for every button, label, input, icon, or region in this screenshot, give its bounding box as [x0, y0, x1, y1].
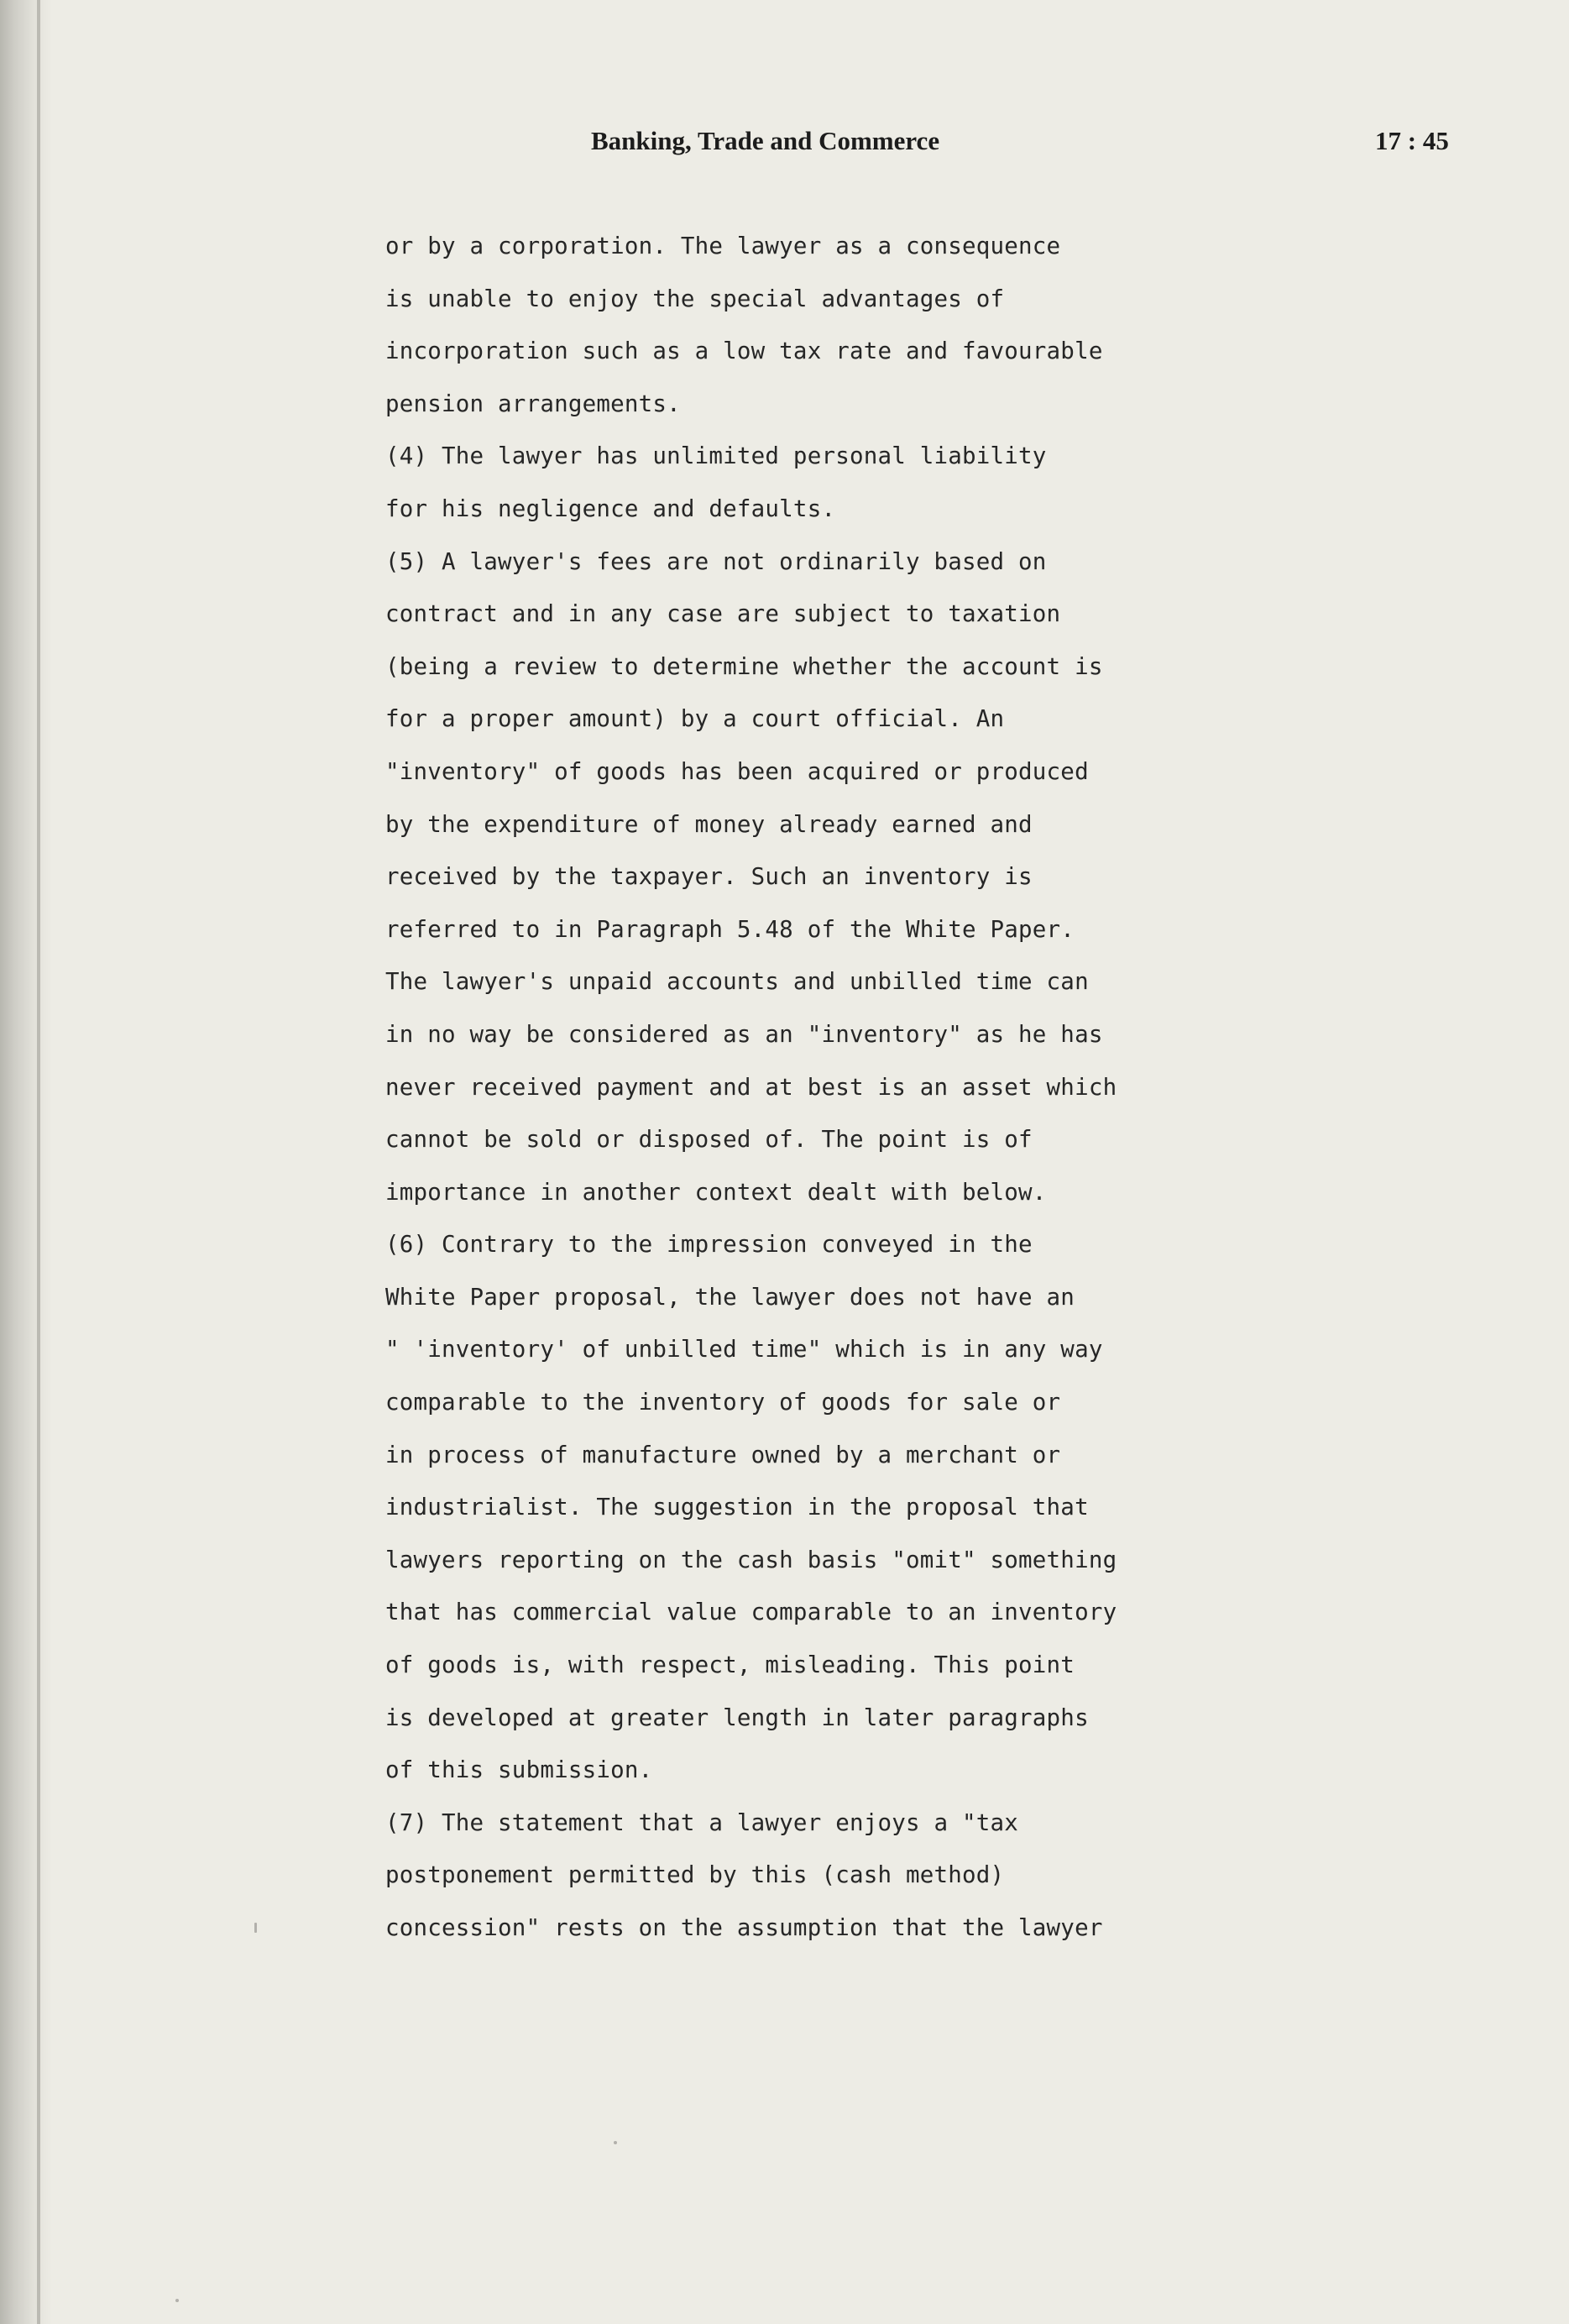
text-line: referred to in Paragraph 5.48 of the White Paper. — [385, 915, 1075, 943]
text-line: by the expenditure of money already earned and — [385, 810, 1033, 838]
text-line: in process of manufacture owned by a merchant or — [385, 1441, 1061, 1468]
text-line: is unable to enjoy the special advantages of — [385, 285, 1005, 312]
text-line: " 'inventory' of unbilled time" which is in any way — [385, 1336, 1103, 1364]
text-line: received by the taxpayer. Such an inventory is — [385, 863, 1033, 891]
text-line: lawyers reporting on the cash basis "omit" something — [385, 1546, 1117, 1573]
text-line: "inventory" of goods has been acquired or produced — [385, 757, 1089, 785]
text-line: comparable to the inventory of goods for sale or — [385, 1389, 1061, 1416]
text-line: that has commercial value comparable to an inventory — [385, 1599, 1117, 1626]
text-line: incorporation such as a low tax rate and favourable — [385, 338, 1103, 365]
text-line: in no way be considered as an "inventory" as he has — [385, 1020, 1103, 1048]
text-line: postponement permitted by this (cash method) — [385, 1861, 1005, 1889]
paper-speck — [614, 2141, 617, 2144]
text-line: (being a review to determine whether the account is — [385, 652, 1103, 680]
text-line: concession" rests on the assumption that the lawyer — [385, 1914, 1103, 1941]
text-line: (4) The lawyer has unlimited personal liability — [385, 442, 1047, 470]
text-line: of this submission. — [385, 1756, 653, 1784]
running-header — [0, 126, 1569, 168]
text-line: of goods is, with respect, misleading. This point — [385, 1651, 1075, 1679]
text-line: importance in another context dealt with below. — [385, 1178, 1047, 1206]
text-line: White Paper proposal, the lawyer does not have an — [385, 1283, 1075, 1311]
page-number: 17 : 45 — [1375, 126, 1449, 155]
page-binding-shadow — [0, 0, 52, 2324]
text-line: pension arrangements. — [385, 390, 681, 417]
text-line: The lawyer's unpaid accounts and unbilled time can — [385, 968, 1089, 996]
body-text — [385, 220, 1309, 1955]
text-line: contract and in any case are subject to taxation — [385, 600, 1061, 628]
text-line: for a proper amount) by a court official. An — [385, 705, 1005, 733]
paper-speck — [175, 2299, 179, 2302]
text-line: (7) The statement that a lawyer enjoys a "tax — [385, 1808, 1019, 1836]
text-line: never received payment and at best is an asset which — [385, 1073, 1117, 1101]
text-line: for his negligence and defaults. — [385, 495, 836, 522]
page-binding-edge — [37, 0, 40, 2324]
text-line: is developed at greater length in later paragraphs — [385, 1704, 1089, 1731]
text-line: (5) A lawyer's fees are not ordinarily based on — [385, 547, 1047, 575]
text-line: (6) Contrary to the impression conveyed in the — [385, 1231, 1033, 1259]
text-line: or by a corporation. The lawyer as a consequence — [385, 233, 1061, 259]
header-title: Banking, Trade and Commerce — [591, 126, 940, 155]
text-line: industrialist. The suggestion in the proposal that — [385, 1494, 1089, 1521]
text-line: cannot be sold or disposed of. The point is of — [385, 1126, 1033, 1154]
paper-speck — [254, 1923, 257, 1933]
